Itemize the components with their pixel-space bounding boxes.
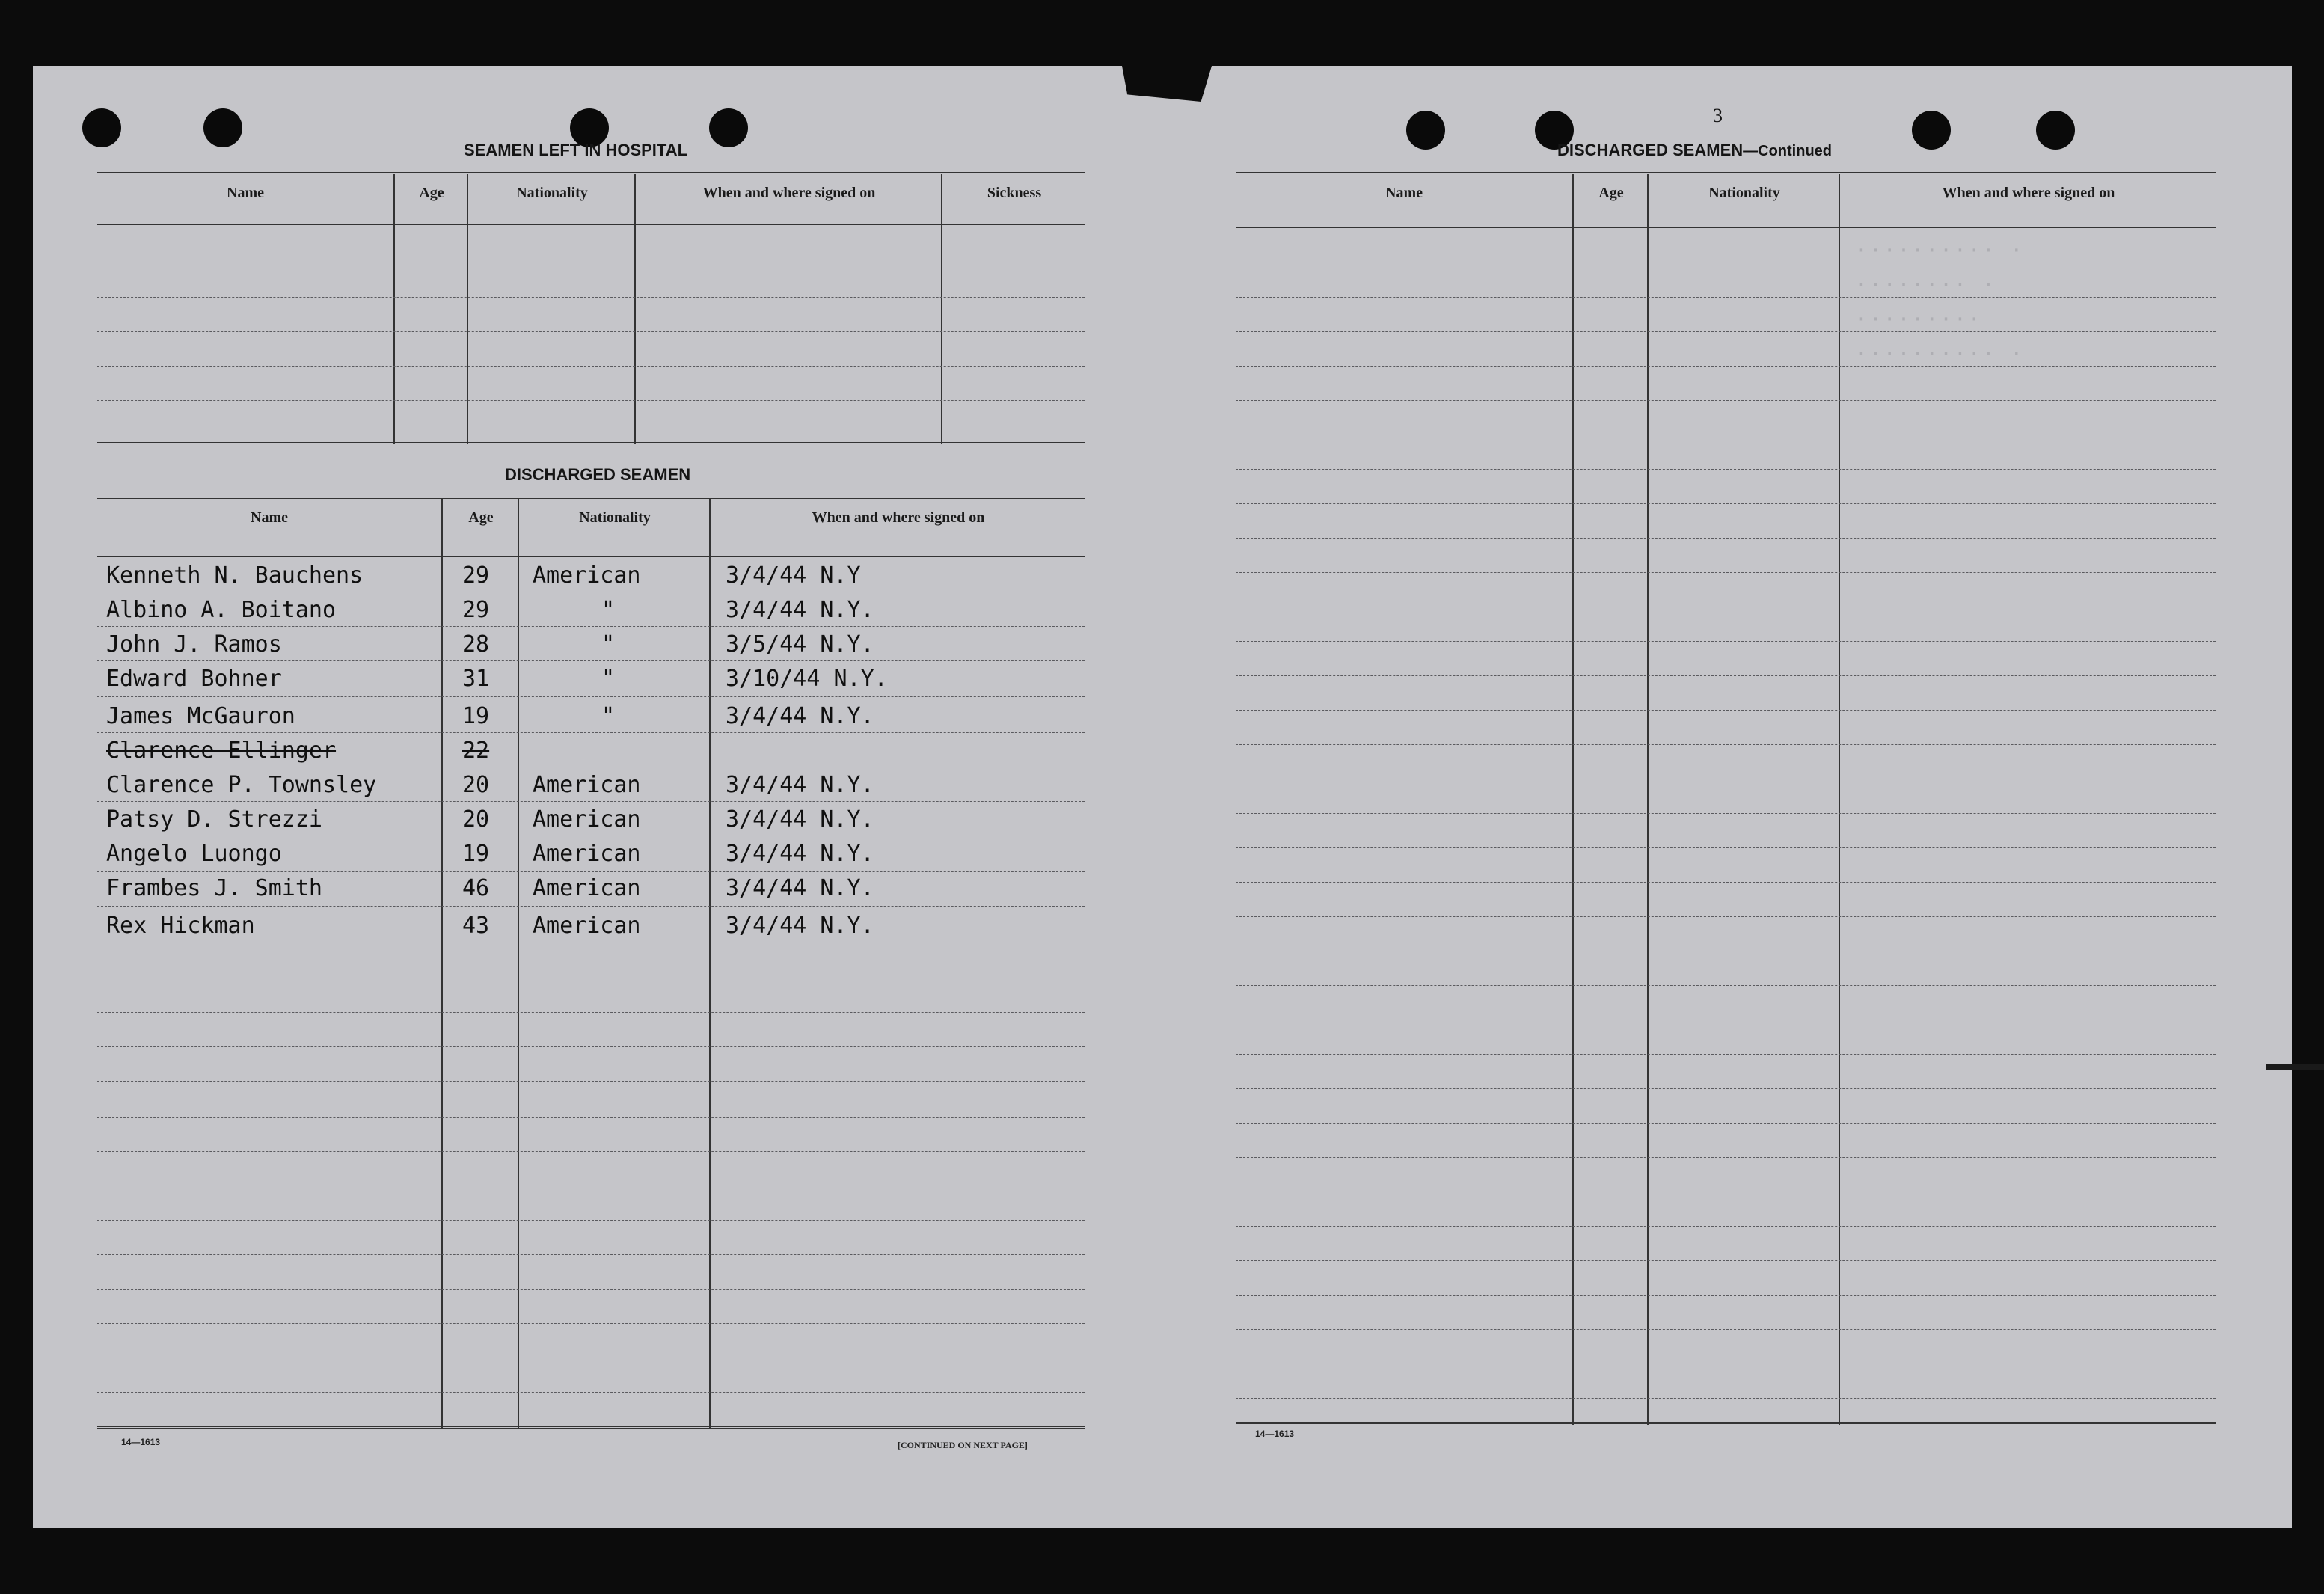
seaman-signed-on: 3/5/44 N.Y. (726, 631, 874, 657)
seaman-age: 31 (462, 666, 490, 692)
ruled-line (1236, 1226, 2216, 1227)
column-header-name: Name (1385, 185, 1423, 201)
seaman-nationality: American (533, 913, 641, 939)
punch-hole (1912, 111, 1951, 150)
form-number: 14—1613 (121, 1437, 161, 1447)
ruled-line (1236, 641, 2216, 642)
discharged-section-title: DISCHARGED SEAMEN (505, 465, 691, 484)
ruled-line (1236, 1398, 2216, 1399)
seaman-nationality: American (533, 772, 641, 798)
seaman-name: Angelo Luongo (106, 841, 282, 867)
ruled-line (1236, 538, 2216, 539)
seaman-nationality: " (601, 597, 616, 623)
ruled-line (1236, 1088, 2216, 1089)
ruled-line (1236, 1054, 2216, 1055)
seaman-age: 28 (462, 631, 490, 657)
seaman-signed-on: 3/4/44 N.Y. (726, 772, 874, 798)
seaman-name: James McGauron (106, 703, 295, 729)
seaman-name: Patsy D. Strezzi (106, 806, 322, 833)
ruled-line (1236, 813, 2216, 814)
seaman-age: 46 (462, 875, 490, 901)
seaman-name: Edward Bohner (106, 666, 282, 692)
ruled-line (1236, 331, 2216, 332)
seaman-name: John J. Ramos (106, 631, 282, 657)
bleed-through-text: ········ · (1855, 272, 1996, 297)
punch-hole (2036, 111, 2075, 150)
paper-edge-mark (2266, 1064, 2324, 1070)
ruled-line (1236, 400, 2216, 401)
seaman-signed-on: 3/4/44 N.Y (726, 563, 861, 589)
seaman-nationality: American (533, 563, 641, 589)
seaman-age: 20 (462, 772, 490, 798)
seaman-age: 19 (462, 703, 490, 729)
discharged-continued-table (1236, 172, 2216, 1425)
bleed-through-text: ·········· · (1855, 341, 2025, 366)
seaman-name: Frambes J. Smith (106, 875, 322, 901)
column-header-name: Name (251, 509, 288, 526)
column-header-age: Age (419, 185, 444, 201)
seaman-nationality: American (533, 841, 641, 867)
ruled-line (1236, 1295, 2216, 1296)
seaman-age: 19 (462, 841, 490, 867)
column-header-signed-on: When and where signed on (1942, 185, 2115, 201)
seaman-name: Rex Hickman (106, 913, 255, 939)
seaman-name: Clarence Ellinger (106, 738, 337, 764)
punch-hole (82, 108, 121, 147)
seaman-signed-on: 3/4/44 N.Y. (726, 875, 874, 901)
ruled-line (1236, 366, 2216, 367)
column-header-nationality: Nationality (579, 509, 651, 526)
ruled-line (1236, 1157, 2216, 1158)
seaman-signed-on: 3/4/44 N.Y. (726, 703, 874, 729)
form-number: 14—1613 (1255, 1429, 1295, 1439)
page-number: 3 (1713, 105, 1723, 126)
ruled-line (1236, 297, 2216, 298)
ruled-line (1236, 469, 2216, 470)
ruled-line (1236, 744, 2216, 745)
column-header-nationality: Nationality (516, 185, 588, 201)
column-header-signed-on: When and where signed on (812, 509, 985, 526)
ruled-line (1236, 503, 2216, 504)
seaman-age: 29 (462, 597, 490, 623)
ruled-line (1236, 882, 2216, 883)
ruled-line (1236, 916, 2216, 917)
seaman-signed-on: 3/4/44 N.Y. (726, 806, 874, 833)
column-header-signed-on: When and where signed on (702, 185, 876, 201)
bleed-through-text: ········· (1855, 307, 1982, 331)
ruled-line (1236, 1260, 2216, 1261)
seaman-age: 22 (462, 738, 490, 764)
continued-note: [CONTINUED ON NEXT PAGE] (898, 1440, 1028, 1450)
ruled-line (1236, 985, 2216, 986)
seaman-nationality: " (601, 666, 616, 692)
seaman-name: Albino A. Boitano (106, 597, 337, 623)
seaman-signed-on: 3/4/44 N.Y. (726, 913, 874, 939)
seaman-age: 43 (462, 913, 490, 939)
column-header-nationality: Nationality (1708, 185, 1780, 201)
ruled-line (1236, 847, 2216, 848)
continued-section-title: DISCHARGED SEAMEN—Continued (1557, 141, 1833, 159)
ruled-line (1236, 1123, 2216, 1124)
hospital-table (97, 172, 1085, 444)
seaman-name: Clarence P. Townsley (106, 772, 377, 798)
ruled-line (1236, 572, 2216, 573)
punch-hole (709, 108, 748, 147)
hospital-section-title: SEAMEN LEFT IN HOSPITAL (464, 141, 688, 159)
column-header-name: Name (227, 185, 264, 201)
seaman-age: 29 (462, 563, 490, 589)
ruled-line (1236, 710, 2216, 711)
ruled-line (1236, 1329, 2216, 1330)
seaman-nationality: American (533, 806, 641, 833)
seaman-name: Kenneth N. Bauchens (106, 563, 364, 589)
seaman-nationality: American (533, 875, 641, 901)
column-header-sickness: Sickness (987, 185, 1042, 201)
seaman-nationality: " (601, 703, 616, 729)
seaman-nationality: " (601, 631, 616, 657)
seaman-signed-on: 3/10/44 N.Y. (726, 666, 888, 692)
column-header-age: Age (1598, 185, 1624, 201)
seaman-signed-on: 3/4/44 N.Y. (726, 597, 874, 623)
column-header-age: Age (468, 509, 494, 526)
seaman-signed-on: 3/4/44 N.Y. (726, 841, 874, 867)
punch-hole (1406, 111, 1445, 150)
punch-hole (203, 108, 242, 147)
seaman-age: 20 (462, 806, 490, 833)
ruled-line (1236, 675, 2216, 676)
bleed-through-text: ·········· · (1855, 238, 2025, 263)
